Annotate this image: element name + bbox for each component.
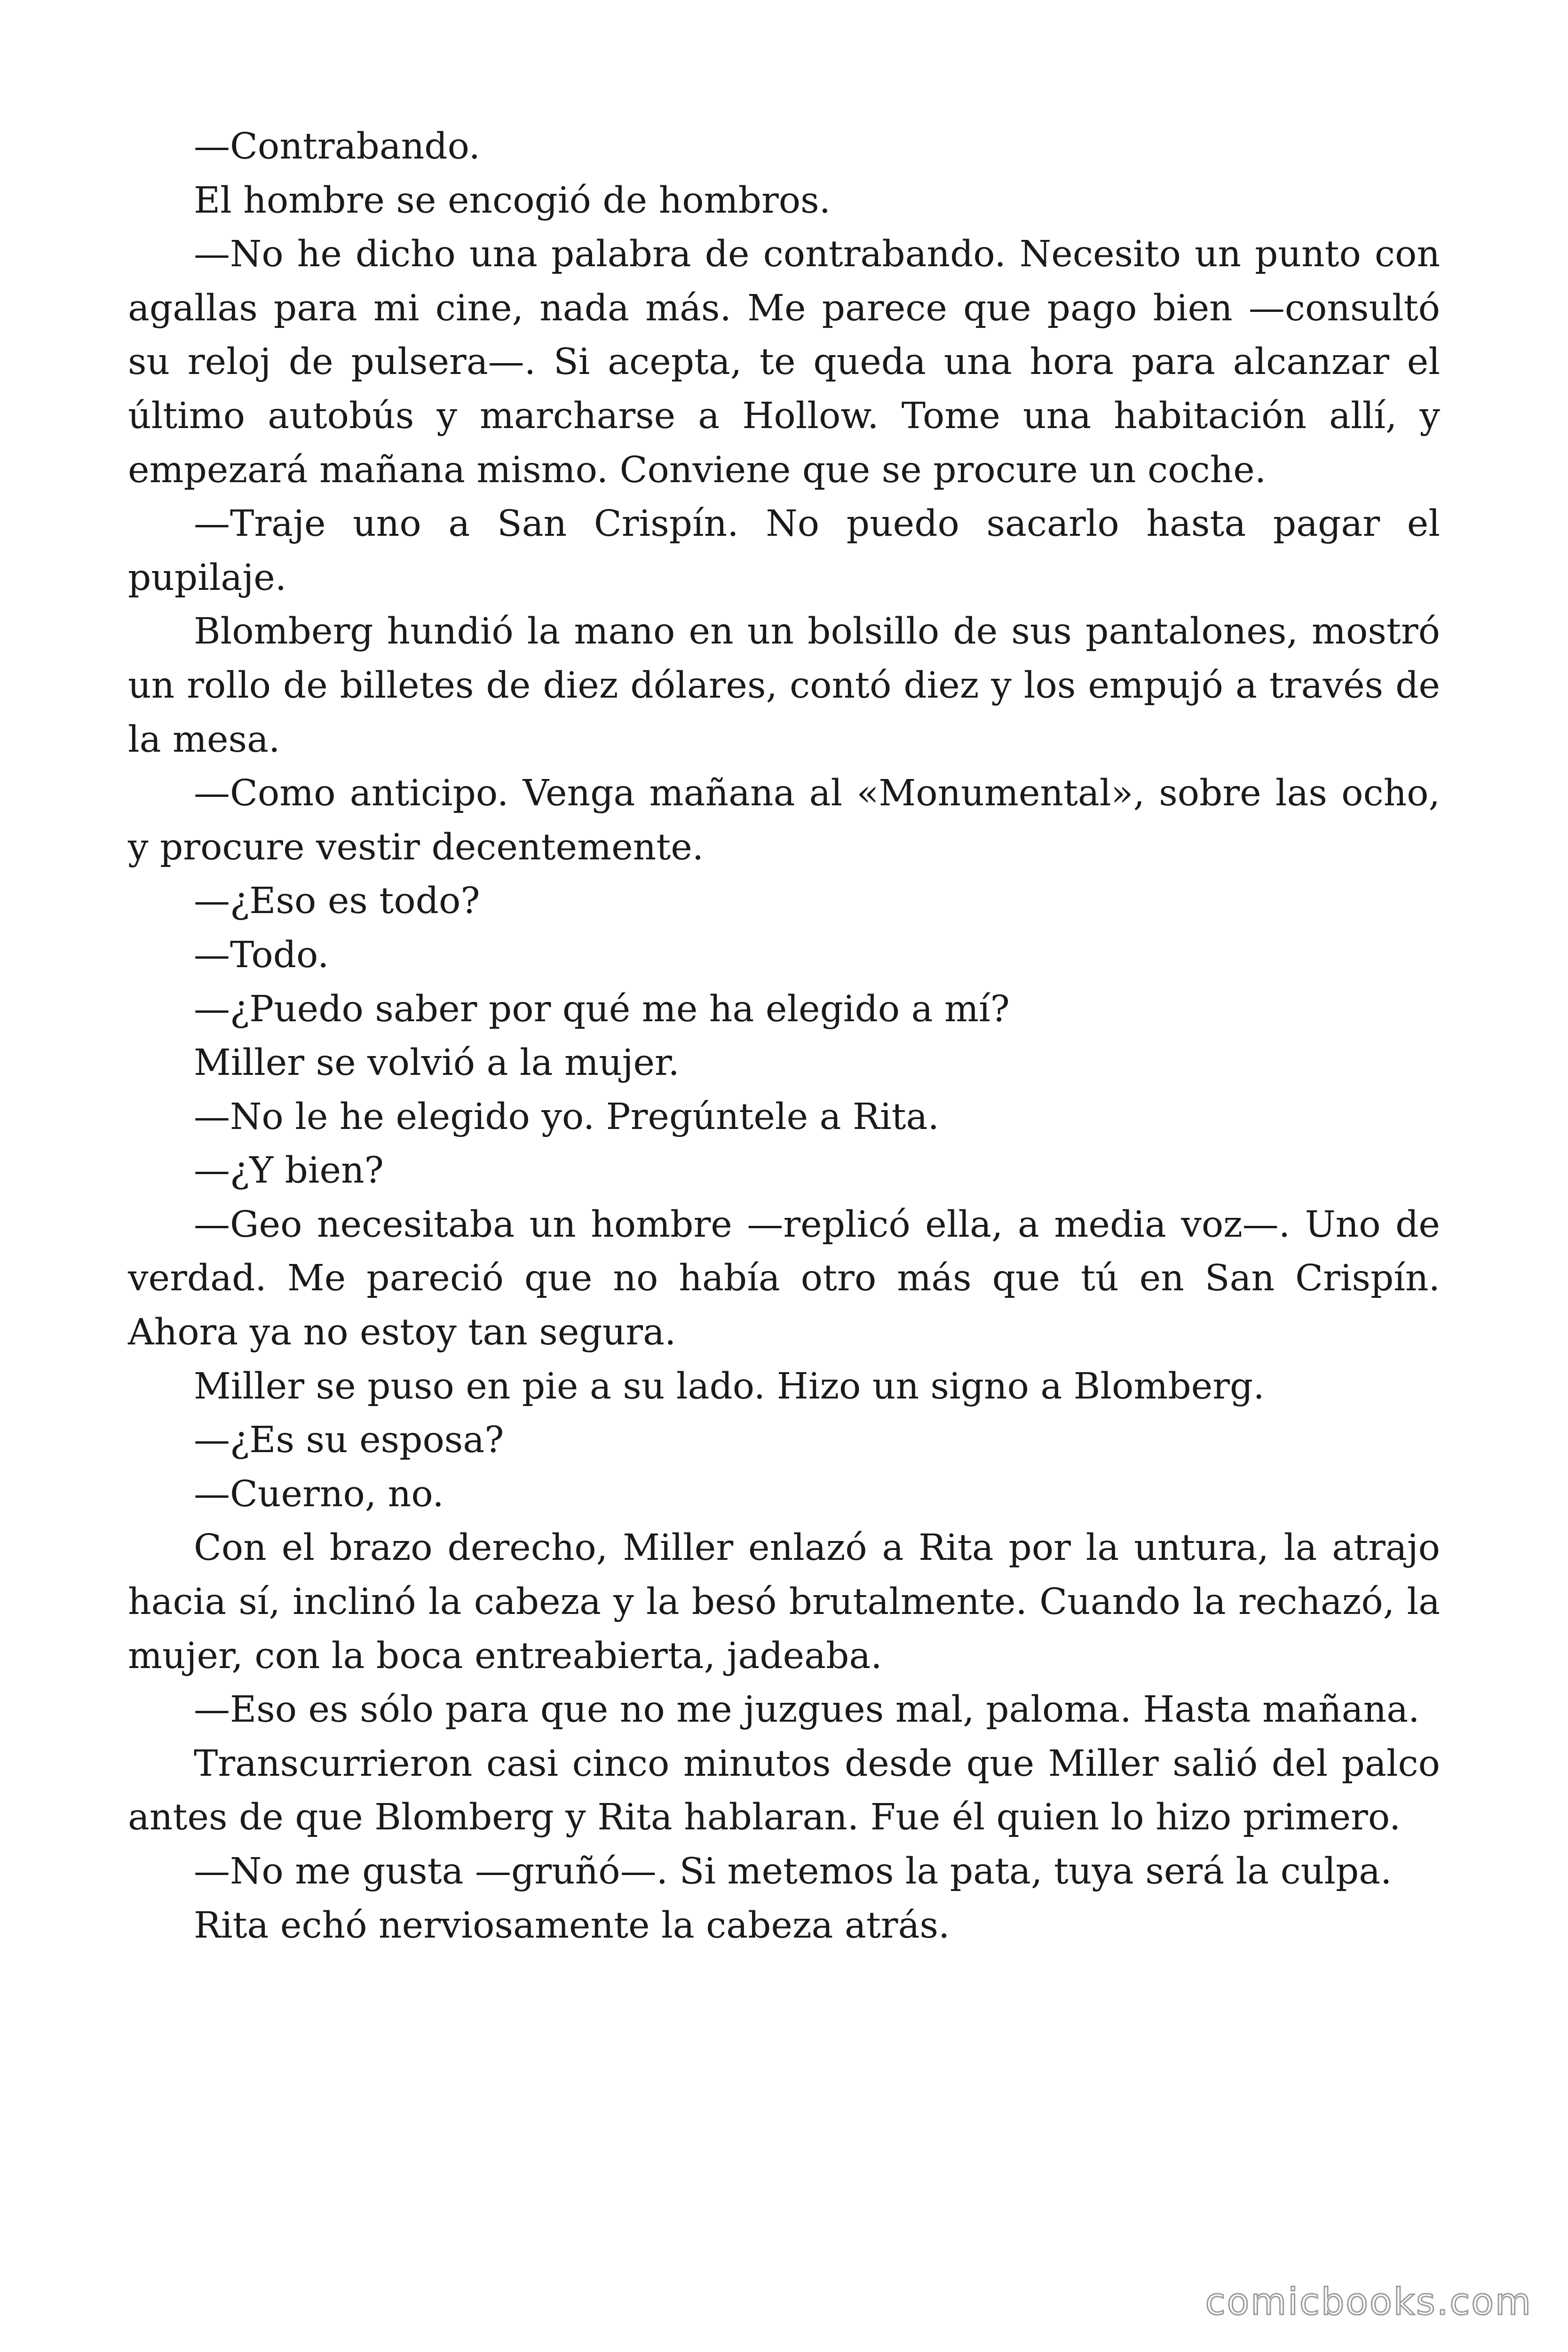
paragraph: Miller se puso en pie a su lado. Hizo un signo a Blomberg. [194, 1365, 1265, 1407]
watermark: comicbooks.com [1205, 2281, 1532, 2323]
paragraph: —Como anticipo. Venga mañana al «Monumental», sobre las ocho, y procure vestir decentemente. [128, 772, 1440, 868]
paragraph: —Traje uno a San Crispín. No puedo sacarlo hasta pagar el pupilaje. [128, 503, 1440, 599]
paragraph: El hombre se encogió de hombros. [194, 179, 831, 222]
paragraph: —¿Es su esposa? [194, 1419, 504, 1462]
paragraph: —Cuerno, no. [194, 1473, 444, 1515]
paragraph: —¿Y bien? [194, 1150, 384, 1192]
paragraph: —Todo. [194, 934, 329, 976]
paragraph: —Eso es sólo para que no me juzgues mal, paloma. Hasta mañana. [194, 1689, 1420, 1731]
paragraph: —No me gusta —gruñó—. Si metemos la pata, tuya será la culpa. [194, 1851, 1392, 1892]
paragraph: —Geo necesitaba un hombre —replicó ella, a media voz—. Uno de verdad. Me pareció que no había otro más que tú en San Crispín. Ahora ya no estoy tan segura. [128, 1203, 1440, 1354]
paragraph: —No le he elegido yo. Pregúntele a Rita. [194, 1096, 939, 1138]
paragraph: —¿Eso es todo? [194, 880, 480, 922]
paragraph: —No he dicho una palabra de contrabando. Necesito un punto con agallas para mi cine, nada más. Me parece que pago bien —consultó su reloj de pulsera—. Si acepta, te queda una hora para alcanzar el último autobús y marcharse a Hollow. Tome una habitación allí, y empezará mañana mismo. Conviene que se procure un coche. [128, 233, 1440, 491]
paragraph: Miller se volvió a la mujer. [194, 1042, 680, 1084]
paragraph: Rita echó nerviosamente la cabeza atrás. [194, 1904, 950, 1947]
paragraph: Con el brazo derecho, Miller enlazó a Rita por la untura, la atrajo hacia sí, inclinó la cabeza y la besó brutalmente. Cuando la rechazó, la mujer, con la boca entreabierta, jadeaba. [128, 1527, 1440, 1677]
paragraph: Transcurrieron casi cinco minutos desde que Miller salió del palco antes de que Blomberg y Rita hablaran. Fue él quien lo hizo primero. [128, 1742, 1440, 1839]
paragraph: Blomberg hundió la mano en un bolsillo de sus pantalones, mostró un rollo de billetes de diez dólares, contó diez y los empujó a través de la mesa. [128, 611, 1440, 761]
paragraph: —Contrabando. [194, 126, 481, 167]
paragraph: —¿Puedo saber por qué me ha elegido a mí? [194, 988, 1010, 1030]
body-text [128, 120, 1440, 1953]
